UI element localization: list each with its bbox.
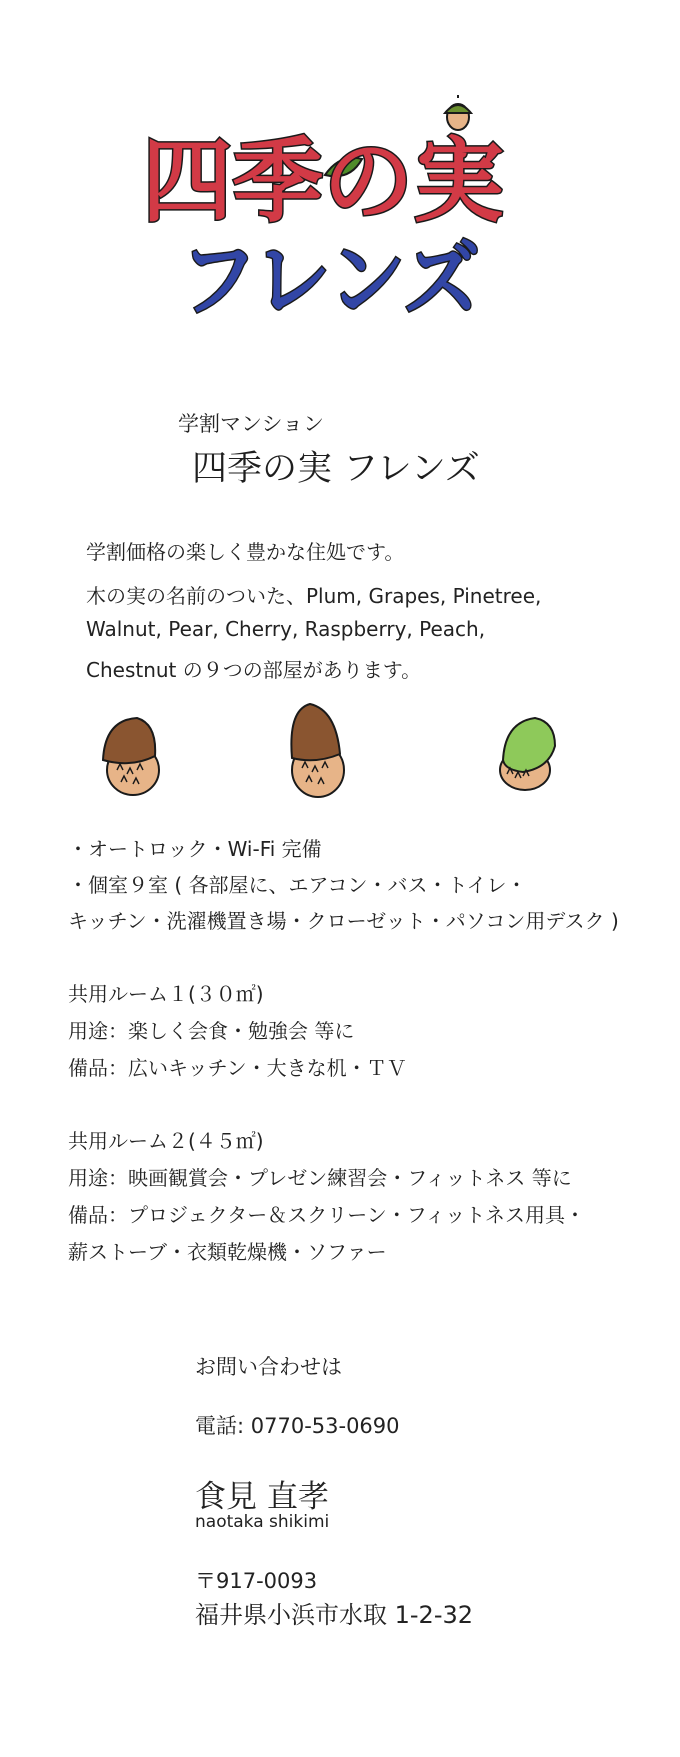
contact-postal-code: 〒917-0093 <box>195 1569 318 1593</box>
intro-line-2: 木の実の名前のついた、Plum, Grapes, Pinetree, <box>86 584 542 608</box>
acorn-brown-icon <box>97 712 167 802</box>
contact-address: 福井県小浜市水取 1-2-32 <box>195 1601 474 1629</box>
intro-line-4: Chestnut の９つの部屋があります。 <box>86 658 422 682</box>
logo-line2: フレンズ <box>180 231 480 325</box>
acorn-green-icon <box>493 712 563 802</box>
intro-line-3: Walnut, Pear, Cherry, Raspberry, Peach, <box>86 617 486 641</box>
page-subtitle: 学割マンション <box>178 412 325 436</box>
room2-use: 用途：映画観賞会・プレゼン練習会・フィットネス 等に <box>68 1166 572 1190</box>
contact-name: 食見 直孝 <box>195 1479 329 1515</box>
room1-equipment: 備品：広いキッチン・大きな机・ＴＶ <box>68 1056 407 1080</box>
room2-heading: 共用ルーム２(４５㎡) <box>68 1129 264 1153</box>
feature-line-3: キッチン・洗濯機置き場・クローゼット・パソコン用デスク ) <box>68 909 619 933</box>
feature-line-1: ・オートロック・Wi-Fi 完備 <box>68 837 322 861</box>
room2-equipment-1: 備品：プロジェクター＆スクリーン・フィットネス用具・ <box>68 1203 585 1227</box>
room1-heading: 共用ルーム１(３０㎡) <box>68 982 264 1006</box>
intro-line-1: 学割価格の楽しく豊かな住処です。 <box>86 540 405 564</box>
logo <box>140 95 540 325</box>
contact-phone[interactable]: 電話: 0770-53-0690 <box>195 1414 400 1438</box>
room2-equipment-2: 薪ストーブ・衣類乾燥機・ソファー <box>68 1240 387 1264</box>
contact-name-roman: naotaka shikimi <box>195 1512 330 1532</box>
logo-acorn-icon <box>445 95 471 130</box>
logo-line1: 四季の実 <box>142 128 504 235</box>
page-title: 四季の実 フレンズ <box>192 449 480 489</box>
acorn-brown-tall-icon <box>282 702 352 802</box>
feature-line-2: ・個室９室 ( 各部屋に、エアコン・バス・トイレ・ <box>68 873 527 897</box>
contact-label: お問い合わせは <box>195 1355 342 1379</box>
room1-use: 用途：楽しく会食・勉強会 等に <box>68 1019 355 1043</box>
